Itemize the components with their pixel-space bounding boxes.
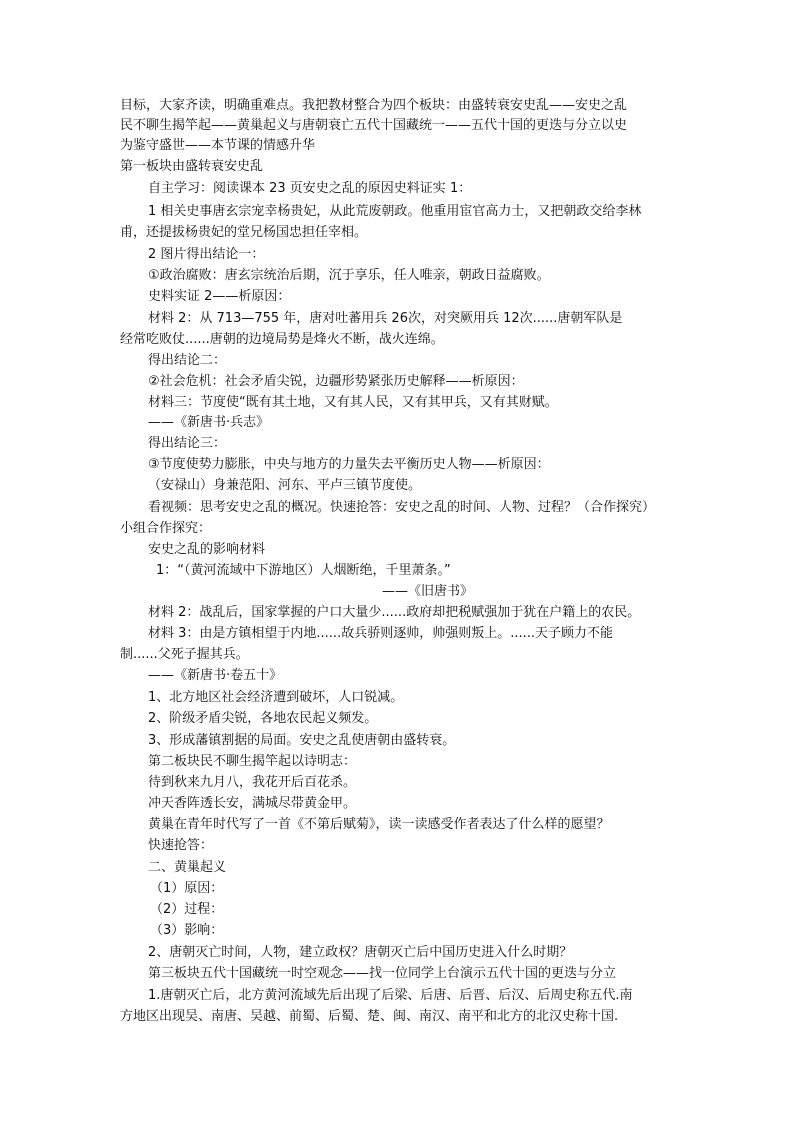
text-line: 材料 3：由是方镇相望于内地......故兵骄则逐帅，帅强则叛上。......天子顾力不能 — [148, 626, 613, 641]
text-line: 1、北方地区社会经济遭到破坏，人口锐减。 — [148, 690, 404, 705]
text-line: 目标，大家齐读，明确重难点。我把教材整合为四个板块：由盛转衰安史乱——安史之乱 — [120, 98, 628, 113]
text-line: ①政治腐败：唐玄宗统治后期，沉于享乐，任人唯亲，朝政日益腐败。 — [148, 268, 550, 283]
section-heading: 第一板块由盛转衰安史乱 — [120, 159, 264, 174]
text-line: 得出结论二： — [148, 353, 227, 368]
text-line: 2 图片得出结论一： — [148, 247, 265, 262]
text-line: ③节度使势力膨胀，中央与地方的力量失去平衡历史人物——析原因： — [148, 457, 550, 472]
text-line: （安禄山）身兼范阳、河东、平卢三镇节度使。 — [148, 478, 422, 493]
poem-line: 待到秋来九月八，我花开后百花杀。 — [148, 775, 357, 790]
text-line: 制......父死子握其兵。 — [120, 647, 249, 662]
poem-line: 冲天香阵透长安，满城尽带黄金甲。 — [148, 796, 357, 811]
text-line: 材料三：节度使“既有其土地，又有其人民，又有其甲兵，又有其财赋。 — [148, 395, 558, 410]
list-item: （2）过程： — [150, 902, 224, 917]
citation: ——《新唐书·卷五十》 — [148, 668, 283, 683]
text-line: 黄巢在青年时代写了一首《不第后赋菊》，读一读感受作者表达了什么样的愿望？ — [148, 817, 610, 832]
section-heading: 第三板块五代十国藏统一时空观念——找一位同学上台演示五代十国的更迭与分立 — [148, 966, 617, 981]
citation: ——《旧唐书》 — [382, 584, 474, 599]
text-line: 快速抢答： — [148, 838, 214, 853]
section-heading: 第二板块民不聊生揭竿起以诗明志： — [148, 754, 357, 769]
text-line: 经常吃败仗......唐朝的边境局势是烽火不断，战火连绵。 — [120, 332, 444, 347]
text-line: 1.唐朝灭亡后，北方黄河流域先后出现了后梁、后唐、后晋、后汉、后周史称五代.南 — [148, 988, 633, 1003]
list-item: （3）影响： — [150, 923, 224, 938]
text-line: 甫，还提拔杨贵妃的堂兄杨国忠担任宰相。 — [120, 225, 368, 240]
text-line: ②社会危机：社会矛盾尖锐，边疆形势紧张历史解释——析原因： — [148, 374, 524, 389]
list-item: （1）原因： — [150, 881, 224, 896]
text-line: 民不聊生揭竿起——黄巢起义与唐朝衰亡五代十国藏统一——五代十国的更迭与分立以史 — [120, 118, 628, 133]
text-line: 1：“（黄河流域中下游地区）人烟断绝，千里萧条。” — [156, 563, 451, 578]
text-line: 3、形成藩镇割据的局面。安史之乱使唐朝由盛转衰。 — [148, 733, 456, 748]
text-line: 小组合作探究： — [120, 521, 212, 536]
text-line: 得出结论三： — [148, 436, 227, 451]
text-line: 2、阶级矛盾尖锐，各地农民起义频发。 — [148, 711, 378, 726]
text-line: 2、唐朝灭亡时间，人物，建立政权？唐朝灭亡后中国历史进入什么时期？ — [148, 945, 573, 960]
text-line: 自主学习：阅读课本 23 页安史之乱的原因史料证实 1： — [148, 181, 472, 196]
text-line: 材料 2：战乱后，国家掌握的户口大量少......政府却把税赋强加于犹在户籍上的农民。 — [148, 605, 641, 620]
text-line: 安史之乱的影响材料 — [148, 542, 266, 557]
text-line: 1 相关史事唐玄宗宠幸杨贵妃，从此荒废朝政。他重用宦官高力士，又把朝政交给李林 — [148, 204, 642, 219]
text-line: 史料实证 2——析原因： — [148, 289, 291, 304]
text-line: 方地区出现吴、南唐、吴越、前蜀、后蜀、楚、闽、南汉、南平和北方的北汉史称十国. — [120, 1009, 619, 1024]
text-line: 看视频：思考安史之乱的概况。快速抢答：安史之乱的时间、人物、过程？（合作探究） — [148, 500, 656, 515]
text-line: 二、黄巢起义 — [148, 860, 227, 875]
citation: ——《新唐书·兵志》 — [148, 415, 270, 430]
text-line: 材料 2：从 713—755 年，唐对吐蕃用兵 26次，对突厥用兵 12次......唐朝军队是 — [148, 311, 623, 326]
text-line: 为鉴守盛世——本节课的情感升华 — [120, 138, 316, 153]
